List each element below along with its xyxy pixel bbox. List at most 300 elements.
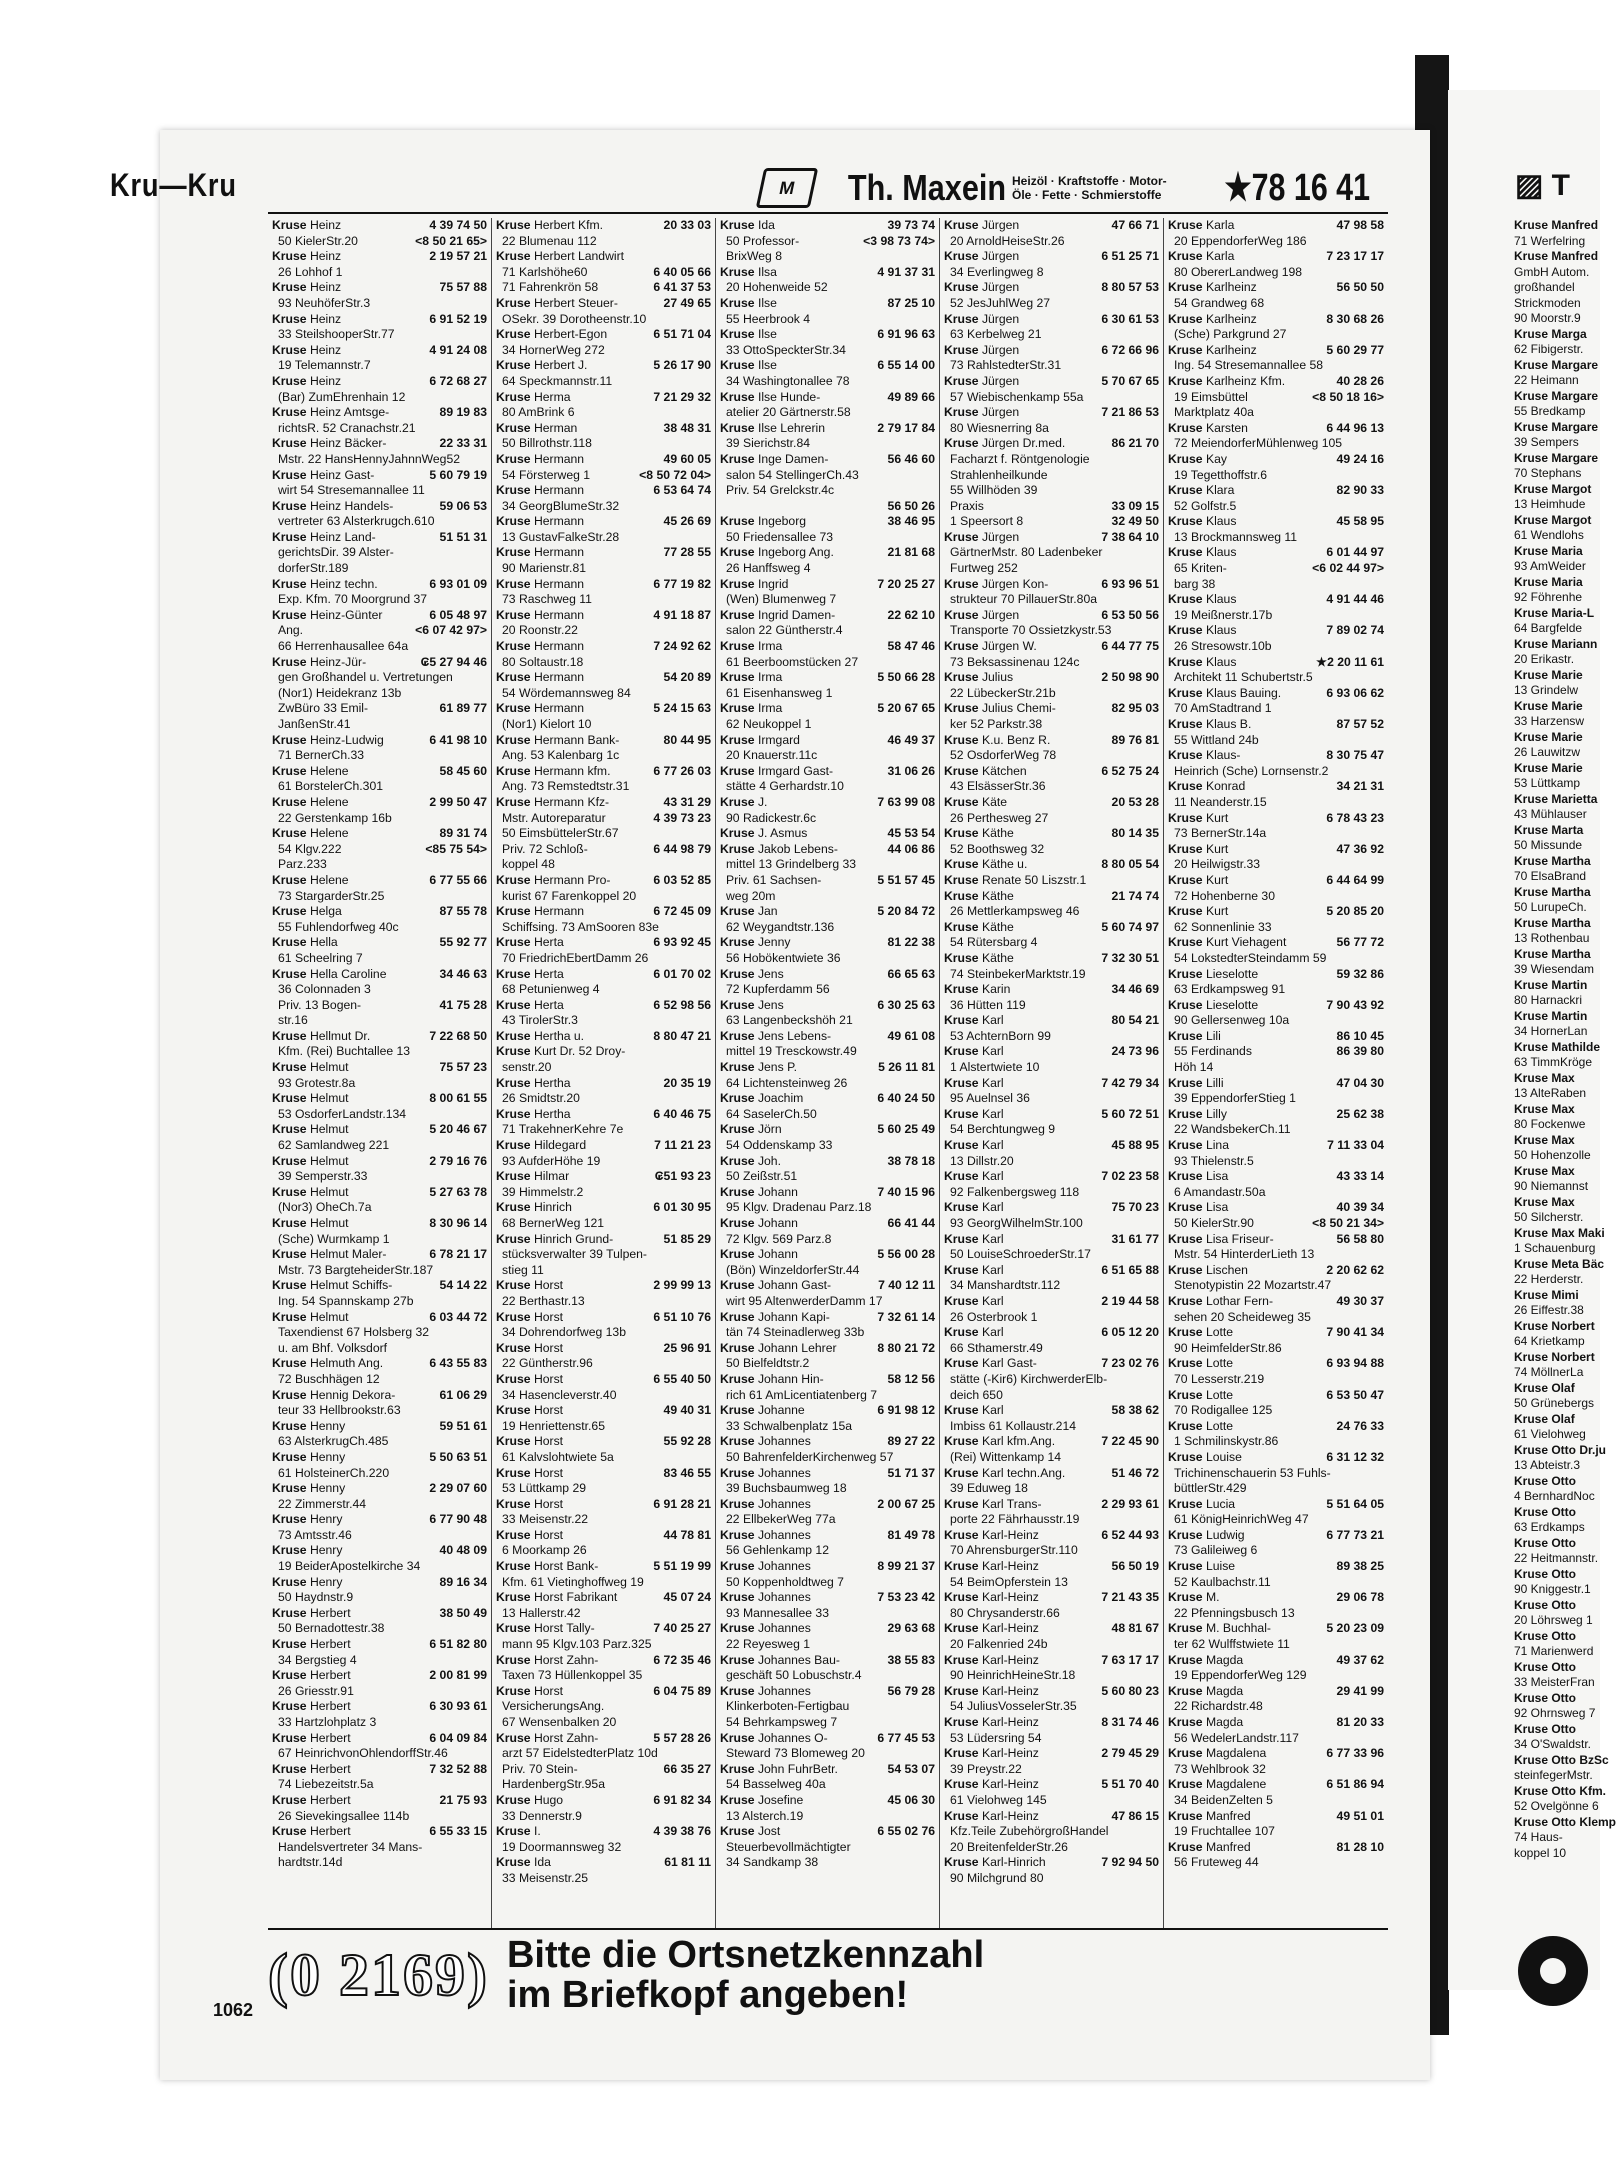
entry-surname: Kruse [272, 1278, 307, 1293]
entry-detail: Ingeborg [757, 514, 807, 529]
entry-name [272, 1699, 351, 1715]
entry-name [720, 1247, 798, 1263]
entry-name [944, 1840, 1068, 1856]
listing-entry [1168, 1107, 1384, 1123]
next-page-entry: 13 Abteistr.3 [1514, 1458, 1581, 1472]
entry-surname: Kruse [1168, 1746, 1203, 1761]
entry-detail: 39 EppendorferStieg 1 [1174, 1091, 1296, 1106]
entry-phone [483, 514, 487, 530]
entry-name [944, 468, 1048, 484]
entry-phone [1380, 1060, 1384, 1076]
listing-entry [496, 1575, 711, 1591]
entry-detail: Priv. 70 Stein- [502, 1761, 578, 1776]
listing-entry [1168, 811, 1384, 827]
listing-entry [496, 1372, 711, 1388]
entry-phone: 45 07 24 [663, 1590, 711, 1605]
entry-phone [707, 1185, 711, 1201]
entry-detail: I. [533, 1824, 541, 1839]
listing-entry [1168, 655, 1384, 671]
next-page-entry: 64 Bargfelde [1514, 621, 1583, 635]
entry-phone [707, 592, 711, 608]
entry-phone [707, 1699, 711, 1715]
entry-detail: Horst [533, 1278, 564, 1293]
entry-surname: Kruse [272, 1356, 307, 1371]
entry-phone [707, 1575, 711, 1591]
entry-name [272, 1481, 345, 1497]
listing-entry [496, 561, 711, 577]
next-page-entry: Kruse Margot [1514, 512, 1592, 527]
listing-entry [944, 1294, 1159, 1310]
entry-detail: Jörn [757, 1122, 782, 1137]
listing-entry [272, 1263, 487, 1279]
listing-entry [944, 1419, 1159, 1435]
entry-detail: Jürgen [981, 311, 1020, 326]
entry-phone: 33 09 15 [1111, 498, 1159, 513]
entry-phone [1380, 1855, 1384, 1871]
entry-phone [483, 265, 487, 281]
entry-detail: Karin [981, 982, 1011, 997]
entry-phone: 7 42 79 34 [1101, 1075, 1159, 1090]
entry-name [720, 1824, 780, 1840]
entry-name [1168, 1029, 1221, 1045]
entry-detail: 19 Fruchtallee 107 [1174, 1824, 1275, 1839]
entry-detail: Johanne [757, 1403, 805, 1418]
listing-entry [720, 1762, 935, 1778]
entry-detail: Kfm. 61 Vietinghoffweg 19 [502, 1574, 644, 1589]
entry-detail: Hermann [533, 701, 585, 716]
listing-entry [1168, 421, 1384, 437]
entry-detail: 66 Herrenhausallee 64a [278, 639, 409, 654]
entry-name [720, 1107, 817, 1123]
entry-name [272, 1809, 409, 1825]
listing-entry [720, 312, 935, 328]
listing-entry [720, 483, 935, 499]
listing-entry [496, 1278, 711, 1294]
entry-phone [931, 530, 935, 546]
entry-detail: Hermann [533, 483, 585, 498]
entry-detail: 20 EppendorferWeg 186 [1174, 233, 1307, 248]
entry-name [944, 967, 1085, 983]
entry-surname: Kruse [944, 1356, 979, 1371]
entry-phone: 25 62 38 [1336, 1106, 1384, 1121]
entry-name [496, 1528, 563, 1544]
listing-entry [496, 280, 711, 296]
entry-surname: Kruse [272, 794, 307, 809]
entry-detail: 63 AlsterkrugCh.485 [278, 1434, 389, 1449]
listing-entry [272, 1575, 487, 1591]
entry-name [944, 779, 1046, 795]
entry-name [944, 234, 1065, 250]
entry-phone: 7 90 41 34 [1326, 1325, 1384, 1340]
entry-detail: Johann Kapi- [757, 1309, 830, 1324]
entry-name [496, 1668, 642, 1684]
entry-detail: 80 Soltaustr.18 [502, 654, 584, 669]
entry-detail: 26 Smidtstr.20 [502, 1091, 580, 1106]
entry-phone [707, 1840, 711, 1856]
entry-detail: Magdalene [1205, 1777, 1267, 1792]
entry-phone [1155, 1762, 1159, 1778]
entry-phone [707, 1325, 711, 1341]
entry-phone: 7 02 23 58 [1101, 1169, 1159, 1184]
entry-detail: Steward 73 Blomeweg 20 [726, 1746, 865, 1761]
entry-name [1168, 1060, 1213, 1076]
entry-surname: Kruse [1168, 1262, 1203, 1277]
entry-detail: 63 Langenbeckshöh 21 [726, 1013, 853, 1028]
entry-name [272, 1653, 357, 1669]
listing-entry [944, 1232, 1159, 1248]
listing-entry [720, 249, 935, 265]
entry-detail: Julius Chemi- [981, 701, 1056, 716]
next-page-entry: Kruse Otto [1514, 1628, 1577, 1643]
entry-phone [483, 1840, 487, 1856]
entry-phone [1380, 1481, 1384, 1497]
entry-phone [1155, 1824, 1159, 1840]
entry-detail: 64 Lichtensteinweg 26 [726, 1075, 848, 1090]
entry-phone [1155, 1060, 1159, 1076]
listing-entry [720, 1278, 935, 1294]
listing-entry [944, 951, 1159, 967]
listing-entry [496, 374, 711, 390]
entry-phone: 8 80 05 54 [1101, 857, 1159, 872]
entry-surname: Kruse [720, 389, 755, 404]
listing-entry [272, 1793, 487, 1809]
listing-entry [1168, 764, 1384, 780]
entry-name [720, 1543, 829, 1559]
entry-phone: <8 50 72 04> [639, 467, 711, 482]
entry-name [496, 1388, 617, 1404]
entry-phone [707, 1263, 711, 1279]
entry-phone [931, 951, 935, 967]
entry-detail: Jens Lebens- [757, 1028, 832, 1043]
entry-name [1168, 499, 1236, 515]
entry-phone [1380, 951, 1384, 967]
entry-name [720, 1341, 837, 1357]
entry-name [720, 935, 790, 951]
entry-name [496, 1310, 563, 1326]
entry-name [720, 1855, 818, 1871]
entry-detail: (Sche) Parkgrund 27 [1174, 327, 1287, 342]
listing-entry [944, 452, 1159, 468]
entry-surname: Kruse [944, 1527, 979, 1542]
entry-name [496, 951, 648, 967]
entry-name [496, 1793, 563, 1809]
entry-name [1168, 1746, 1266, 1762]
entry-surname: Kruse [1168, 779, 1203, 794]
listing-entry [1168, 1559, 1384, 1575]
entry-detail: ker 52 Parkstr.38 [950, 717, 1043, 731]
listing-entry [944, 935, 1159, 951]
entry-detail: Hermann [533, 545, 585, 560]
telephone-dial-icon [1518, 1936, 1588, 2006]
entry-surname: Kruse [720, 732, 755, 747]
listing-entry [272, 280, 487, 296]
entry-name [1168, 1013, 1289, 1029]
next-page-entry: Kruse Otto Klemp [1514, 1814, 1616, 1829]
entry-phone [931, 1388, 935, 1404]
entry-detail: mann 95 Klgv.103 Parz.325 [502, 1637, 652, 1652]
entry-name [720, 1684, 811, 1700]
entry-name [496, 1450, 614, 1466]
next-page-entry: 63 Erdkamps [1514, 1520, 1585, 1534]
entry-name [272, 1154, 349, 1170]
entry-surname: Kruse [1168, 1559, 1203, 1574]
entry-detail: 62 Weygandtstr.136 [726, 919, 835, 934]
entry-name [720, 1029, 831, 1045]
entry-name [720, 592, 836, 608]
entry-name [944, 1668, 1075, 1684]
entry-name [1168, 623, 1236, 639]
entry-detail: teur 33 Hellbrookstr.63 [278, 1403, 401, 1418]
entry-detail: Hennig Dekora- [309, 1387, 396, 1402]
listing-entry [272, 1543, 487, 1559]
entry-surname: Kruse [1168, 592, 1203, 607]
entry-surname: Kruse [272, 732, 307, 747]
listing-entry [944, 592, 1159, 608]
entry-phone [1155, 1793, 1159, 1809]
entry-phone [483, 1076, 487, 1092]
listing-entry [720, 1809, 935, 1825]
entry-name [272, 421, 416, 437]
entry-phone: 87 25 10 [887, 295, 935, 310]
listing-entry [944, 1777, 1159, 1793]
entry-detail: Hermann [533, 607, 585, 622]
entry-phone: 6 41 37 53 [653, 280, 711, 295]
entry-name [496, 296, 618, 312]
entry-name [944, 1278, 1060, 1294]
listing-entry [720, 1840, 935, 1856]
entry-name [944, 1185, 1079, 1201]
entry-name [496, 249, 624, 265]
entry-phone: 6 51 10 76 [653, 1309, 711, 1324]
listing-entry [496, 1107, 711, 1123]
entry-name [1168, 639, 1272, 655]
entry-phone [1155, 483, 1159, 499]
entry-name [944, 951, 1014, 967]
entry-surname: Kruse [1168, 1293, 1203, 1308]
entry-surname: Kruse [1168, 685, 1203, 700]
listing-entry [944, 717, 1159, 733]
entry-surname: Kruse [496, 997, 531, 1012]
entry-phone: 5 50 63 51 [429, 1449, 487, 1464]
next-page-entry: Kruse Otto [1514, 1535, 1577, 1550]
entry-phone: 49 61 08 [887, 1028, 935, 1043]
entry-detail: Jens P. [757, 1060, 798, 1075]
entry-detail: 50 Professor- [726, 233, 800, 248]
entry-phone: 6 72 35 46 [653, 1652, 711, 1667]
listing-entry [1168, 1543, 1384, 1559]
entry-detail: 52 JesJuhlWeg 27 [950, 295, 1051, 310]
listing-entry [720, 1419, 935, 1435]
listing-entry [496, 826, 711, 842]
next-page-entry: 62 Fibigerstr. [1514, 342, 1584, 356]
next-page-entry: Kruse Margare [1514, 419, 1599, 434]
entry-surname: Kruse [496, 935, 531, 950]
entry-name [496, 343, 605, 359]
entry-phone: 2 00 81 99 [429, 1668, 487, 1683]
entry-detail: Ingrid Damen- [757, 607, 836, 622]
entry-phone [1155, 1606, 1159, 1622]
entry-detail: Ilse [757, 358, 777, 373]
listing-entry [496, 592, 711, 608]
listing-entry [944, 1122, 1159, 1138]
entry-detail: Klaus [1205, 514, 1237, 529]
entry-detail: stätte (-Kir6) KirchwerderElb- [950, 1371, 1108, 1386]
listing-entry [1168, 1793, 1384, 1809]
entry-name [720, 1013, 853, 1029]
entry-name [720, 1746, 865, 1762]
listing-entry [1168, 1699, 1384, 1715]
entry-name [944, 1200, 1004, 1216]
entry-name [720, 857, 856, 873]
entry-detail: Horst Zahn- [533, 1730, 599, 1745]
listing-entry [720, 779, 935, 795]
entry-detail: Louise [1205, 1449, 1242, 1464]
entry-phone [1155, 1450, 1159, 1466]
entry-detail: 1 Speersort 8 [950, 514, 1024, 529]
entry-name [944, 982, 1010, 998]
entry-detail: Karl [981, 1262, 1004, 1277]
entry-phone: 5 70 67 65 [1101, 373, 1159, 388]
entry-phone [1380, 701, 1384, 717]
entry-detail: M. [1205, 1590, 1220, 1605]
listing-entry [1168, 701, 1384, 717]
entry-phone: 75 70 23 [1111, 1200, 1159, 1215]
listing-entry [1168, 1481, 1384, 1497]
entry-phone [1380, 1091, 1384, 1107]
entry-phone [707, 717, 711, 733]
listing-entry [272, 920, 487, 936]
listing-entry [720, 436, 935, 452]
entry-surname: Kruse [272, 576, 307, 591]
entry-detail: Helene [309, 794, 349, 809]
listing-entry [272, 1559, 487, 1575]
entry-detail: K.u. Benz R. [981, 732, 1051, 747]
entry-detail: Trichinenschauerin 53 Fuhls- [1174, 1465, 1331, 1480]
entry-name [944, 889, 1014, 905]
entry-detail: Hella [309, 935, 338, 950]
entry-name [720, 1091, 803, 1107]
next-page-entry: 92 Ohrnsweg 7 [1514, 1706, 1596, 1720]
entry-detail: stieg 11 [502, 1262, 544, 1277]
listing-entry [720, 1824, 935, 1840]
entry-phone: <6 02 44 97> [1312, 561, 1384, 576]
listing-entry [272, 1466, 487, 1482]
entry-surname: Kruse [1168, 1590, 1203, 1605]
listing-entry [272, 1840, 487, 1856]
entry-name [496, 1091, 580, 1107]
entry-detail: Klara [1205, 483, 1235, 498]
entry-name [720, 312, 810, 328]
entry-phone [931, 717, 935, 733]
next-page-entry: Kruse Norbert [1514, 1318, 1595, 1333]
next-page-entry: Kruse Margare [1514, 450, 1599, 465]
listing-entry [720, 561, 935, 577]
entry-surname: Kruse [720, 935, 755, 950]
entry-phone [1155, 842, 1159, 858]
entry-detail: Lothar Fern- [1205, 1293, 1273, 1308]
entry-name [272, 390, 405, 406]
entry-detail: Herbert [309, 1761, 351, 1776]
listing-entry [720, 1388, 935, 1404]
entry-surname: Kruse [944, 1262, 979, 1277]
entry-phone: 6 72 68 27 [429, 373, 487, 388]
entry-name [496, 920, 659, 936]
entry-detail: 19 BeiderApostelkirche 34 [278, 1559, 421, 1574]
entry-phone [1155, 265, 1159, 281]
entry-name [496, 1699, 604, 1715]
entry-detail: 54 Oddenskamp 33 [726, 1138, 833, 1153]
entry-name [720, 842, 838, 858]
next-page-entry: 70 Stephans [1514, 466, 1582, 480]
entry-phone [931, 779, 935, 795]
entry-surname: Kruse [720, 639, 755, 654]
listing-entry [944, 842, 1159, 858]
entry-detail: 50 Zeißstr.51 [726, 1169, 798, 1184]
next-page-entry: Kruse Otto [1514, 1504, 1577, 1519]
entry-name [1168, 701, 1272, 717]
listing-entry [272, 1341, 487, 1357]
entry-detail: 20 Knauerstr.11c [726, 748, 818, 763]
entry-phone: 6 78 21 17 [429, 1247, 487, 1262]
entry-phone: 20 53 28 [1111, 794, 1159, 809]
entry-detail: Ingeborg Ang. [757, 545, 834, 560]
listing-entry [496, 1325, 711, 1341]
entry-detail: Karl-Heinz [981, 1621, 1039, 1636]
entry-detail: BrixWeg 8 [726, 249, 782, 264]
entry-detail: 72 Buschhägen 12 [278, 1371, 380, 1386]
entry-detail: mittel 19 Tresckowstr.49 [726, 1044, 857, 1059]
entry-surname: Kruse [944, 763, 979, 778]
entry-phone: 54 20 89 [663, 670, 711, 685]
entry-phone [483, 1684, 487, 1700]
entry-detail: Magdalena [1205, 1746, 1267, 1761]
entry-surname: Kruse [272, 436, 307, 451]
entry-name [1168, 390, 1248, 406]
listing-entry [1168, 405, 1384, 421]
entry-detail: Horst [533, 1434, 564, 1449]
entry-phone: 24 76 33 [1336, 1418, 1384, 1433]
entry-phone [707, 1481, 711, 1497]
entry-detail: Käte [981, 794, 1008, 809]
entry-name [720, 982, 830, 998]
next-page-entry: Kruse Maria [1514, 574, 1583, 589]
next-page-entry: Kruse Otto [1514, 1659, 1577, 1674]
entry-surname: Kruse [944, 1465, 979, 1480]
entry-surname: Kruse [944, 670, 979, 685]
entry-name [720, 1044, 857, 1060]
next-page-entry: 39 Wiesendam [1514, 962, 1595, 976]
entry-detail: Lisa Friseur- [1205, 1231, 1274, 1246]
entry-name [496, 218, 603, 234]
entry-phone [1155, 1668, 1159, 1684]
entry-detail: Jürgen [981, 405, 1020, 420]
entry-detail: Parz.233 [278, 857, 327, 872]
footer-banner [268, 1928, 1388, 2020]
entry-surname: Kruse [720, 1496, 755, 1511]
listing-entry [944, 1793, 1159, 1809]
entry-detail: 20 Falkenried 24b [950, 1637, 1048, 1652]
entry-phone: 49 60 05 [663, 451, 711, 466]
entry-phone: 43 33 14 [1336, 1169, 1384, 1184]
entry-phone [483, 717, 487, 733]
entry-name [496, 639, 584, 655]
listing-entry [496, 1746, 711, 1762]
entry-surname: Kruse [720, 1621, 755, 1636]
entry-detail: 65 Kriten- [1174, 561, 1227, 576]
entry-phone [707, 1777, 711, 1793]
listing-entry [944, 1434, 1159, 1450]
listing-entry [496, 1543, 711, 1559]
